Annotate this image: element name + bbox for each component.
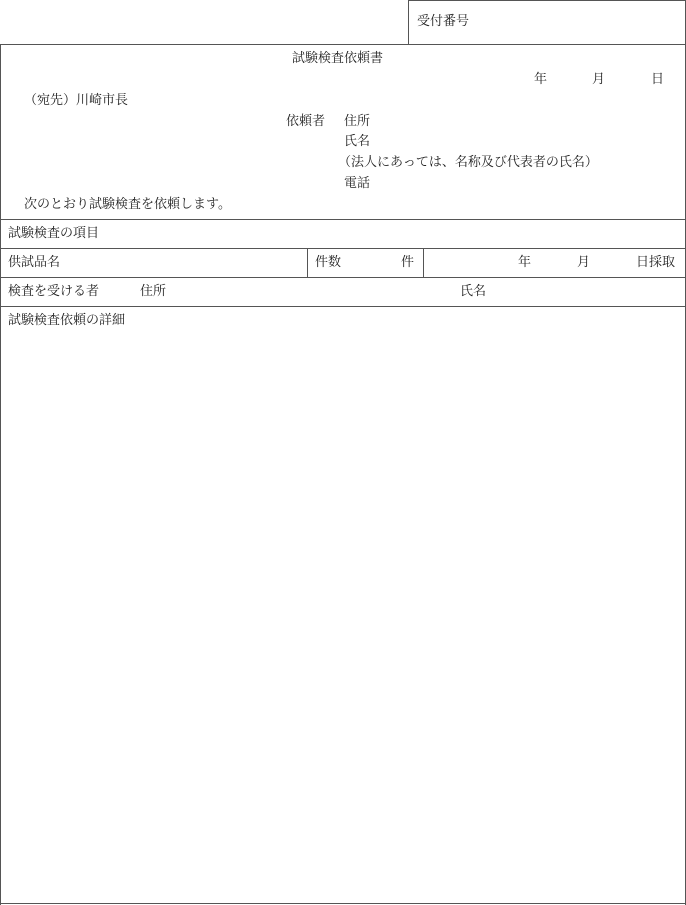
sample-col-divider-2 — [423, 248, 424, 277]
requester-corporate-note: （法人にあっては、名称及び代表者の氏名） — [338, 155, 598, 170]
sample-name-label: 供試品名 — [8, 255, 61, 270]
sampling-year-label: 年 — [518, 255, 532, 270]
sampling-day-label: 日採取 — [636, 255, 676, 270]
main-frame-bottom-border — [0, 903, 686, 904]
inspectee-label: 検査を受ける者 — [8, 284, 100, 299]
requester-address-field[interactable] — [376, 112, 676, 130]
date-year-label: 年 — [534, 72, 548, 87]
addressee: （宛先）川崎市長 — [24, 93, 129, 108]
main-frame-left-border — [0, 44, 1, 905]
requester-name-field[interactable] — [376, 132, 676, 150]
inspectee-address-field[interactable] — [172, 280, 452, 303]
sampling-month-label: 月 — [577, 255, 591, 270]
row-separator-sample — [0, 248, 686, 249]
test-items-field[interactable] — [120, 222, 680, 245]
sample-name-field[interactable] — [70, 251, 302, 274]
sample-count-label: 件数 — [315, 255, 342, 270]
date-month-label: 月 — [592, 72, 606, 87]
inspectee-name-field[interactable] — [492, 280, 678, 303]
requester-name-label: 氏名 — [344, 134, 371, 149]
details-label: 試験検査依頼の詳細 — [8, 313, 126, 328]
sample-count-unit: 件 — [401, 255, 415, 270]
requester-address-label: 住所 — [344, 114, 371, 129]
sample-count-field[interactable] — [350, 251, 398, 274]
test-items-label: 試験検査の項目 — [8, 226, 100, 241]
sample-col-divider-1 — [307, 248, 308, 277]
receipt-box-left-border — [408, 0, 409, 44]
receipt-number-field[interactable] — [480, 4, 680, 40]
receipt-box-top-border — [408, 0, 686, 1]
row-separator-inspectee — [0, 277, 686, 278]
row-separator-items — [0, 219, 686, 220]
requester-label: 依頼者 — [286, 114, 326, 129]
requester-phone-label: 電話 — [344, 176, 371, 191]
main-frame-top-border — [0, 44, 686, 45]
intro-text: 次のとおり試験検査を依頼します。 — [24, 197, 231, 212]
date-day-label: 日 — [651, 72, 665, 87]
requester-phone-field[interactable] — [376, 174, 676, 192]
details-field[interactable] — [6, 334, 678, 896]
receipt-number-label: 受付番号 — [417, 14, 470, 29]
inspectee-name-label: 氏名 — [460, 284, 487, 299]
inspectee-address-label: 住所 — [140, 284, 167, 299]
form-title: 試験検査依頼書 — [292, 51, 384, 66]
row-separator-details — [0, 306, 686, 307]
